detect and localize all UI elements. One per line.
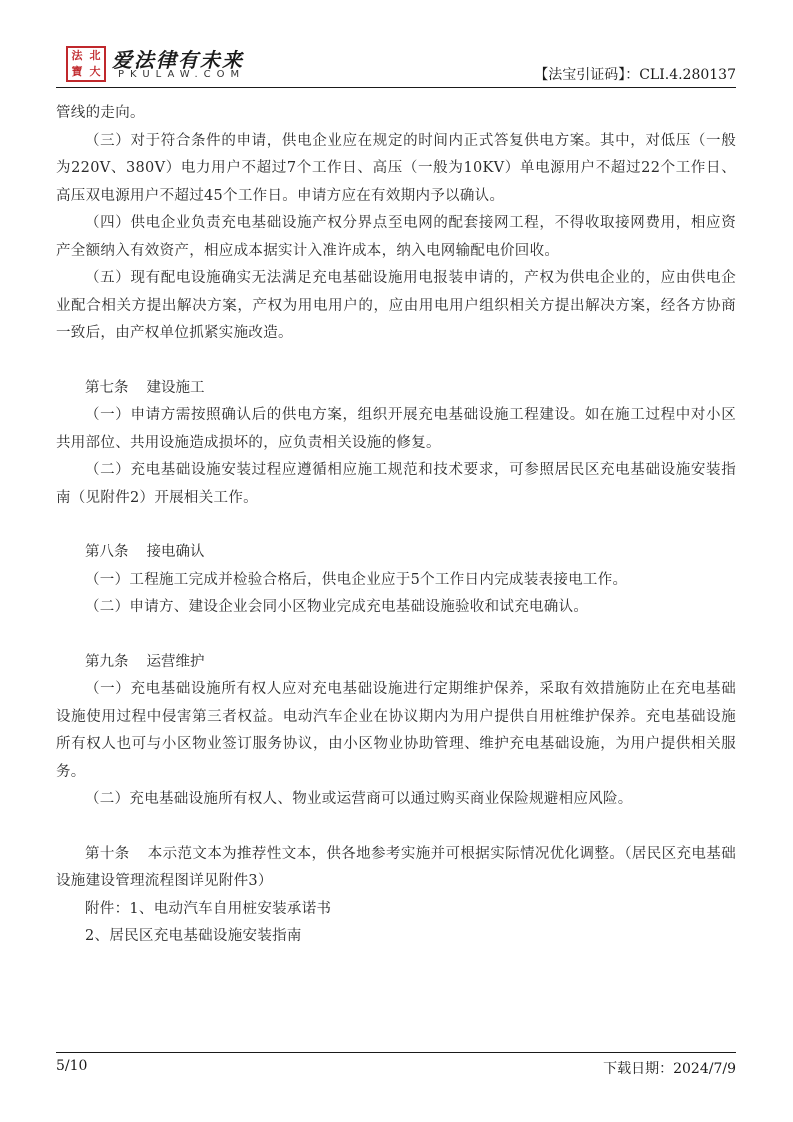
page-header — [56, 44, 736, 86]
paragraph: 管线的走向。 — [56, 105, 145, 121]
page-number: 5/10 — [56, 1058, 88, 1074]
seal-char: 北 — [89, 49, 101, 62]
article-number: 第九条 — [85, 653, 129, 670]
article-heading — [56, 375, 736, 403]
header-divider — [56, 87, 736, 88]
paragraph: （三）对于符合条件的申请，供电企业应在规定的时间内正式答复供电方案。其中，对低压（一般为220V、380V）电力用户不超过7个工作日、高压（一般为10KV）单电源用户不超过22个工作日、高压双电源用户不超过45个工作日。申请方应在有效期内予以确认。 — [56, 132, 736, 204]
paragraph: （二）申请方、建设企业会同小区物业完成充电基础设施验收和试充电确认。 — [85, 599, 589, 615]
paragraph: （一）工程施工完成并检验合格后，供电企业应于5个工作日内完成装表接电工作。 — [85, 571, 628, 588]
footer-divider — [56, 1052, 736, 1053]
paragraph: （二）充电基础设施安装过程应遵循相应施工规范和技术要求，可参照居民区充电基础设施安装指南（见附件2）开展相关工作。 — [56, 462, 736, 506]
paragraph: （四）供电企业负责充电基础设施产权分界点至电网的配套接网工程，不得收取接网费用，相应资产全额纳入有效资产，相应成本据实计入准许成本，纳入电网输配电价回收。 — [56, 215, 736, 259]
article-number: 第八条 — [85, 544, 129, 560]
download-date: 下载日期：2024/7/9 — [603, 1061, 736, 1077]
article-title: 接电确认 — [146, 544, 205, 560]
citation-code: 【法宝引证码】：CLI.4.280137 — [534, 67, 736, 83]
paragraph: （五）现有配电设施确实无法满足充电基础设施用电报装申请的，产权为供电企业的，应由供电企业配合相关方提出解决方案，产权为用电用户的，应由用电用户组织相关方提出解决方案，经各方协商一致后，由产权单位抓紧实施改造。 — [56, 270, 736, 341]
paragraph: （一）申请方需按照确认后的供电方案，组织开展充电基础设施工程建设。如在施工过程中对小区共用部位、共用设施造成损坏的，应负责相关设施的修复。 — [56, 407, 736, 451]
attachment-line: 2、居民区充电基础设施安装指南 — [85, 928, 302, 944]
paragraph: （一）充电基础设施所有权人应对充电基础设施进行定期维护保养，采取有效措施防止在充电基础设施使用过程中侵害第三者权益。电动汽车企业在协议期内为用户提供自用桩维护保养。充电基础设施所有权人也可与小区物业签订服务协议，由小区物业协助管理、维护充电基础设施，为用户提供相关服务。 — [56, 681, 736, 780]
seal-char: 寶 — [71, 65, 83, 78]
article-number: 第十条 — [85, 845, 130, 862]
article-title: 建设施工 — [146, 379, 205, 396]
article-text: 本示范文本为推荐性文本，供各地参考实施并可根据实际情况优化调整。（居民区充电基础设施建设管理流程图详见附件3） — [56, 845, 737, 889]
seal-char: 法 — [71, 49, 83, 62]
article-heading — [56, 649, 736, 677]
seal-char: 大 — [89, 65, 101, 78]
article-ten — [56, 841, 736, 896]
article-number: 第七条 — [85, 379, 129, 396]
logo-slogan: 爱法律有未来 — [112, 48, 244, 72]
attachment-line: 附件：1、电动汽车自用桩安装承诺书 — [85, 900, 332, 917]
pkulaw-seal-logo — [66, 46, 106, 82]
document-body — [56, 100, 736, 951]
article-title: 运营维护 — [146, 653, 205, 670]
logo-domain: PKULAW.COM — [118, 69, 246, 80]
article-heading — [56, 539, 736, 567]
paragraph: （二）充电基础设施所有权人、物业或运营商可以通过购买商业保险规避相应风险。 — [85, 791, 633, 807]
